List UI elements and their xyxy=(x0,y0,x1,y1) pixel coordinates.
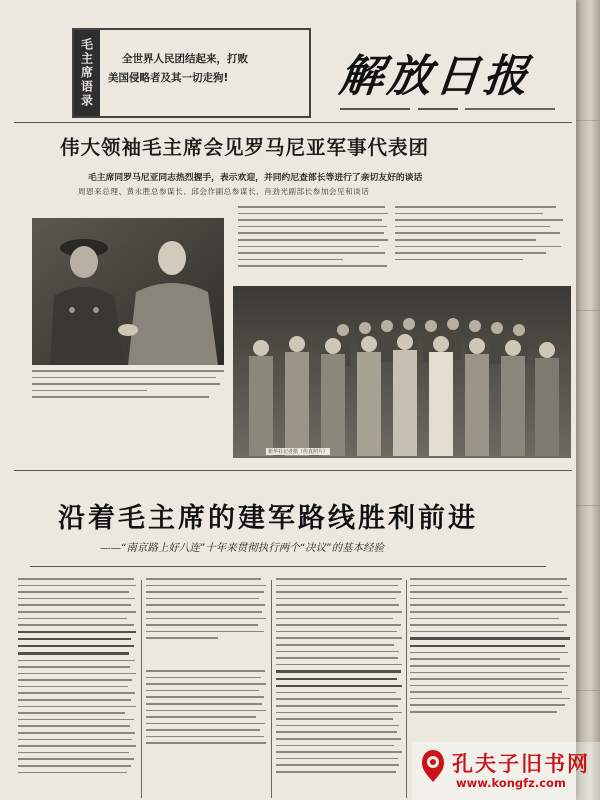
photo-caption xyxy=(32,370,224,403)
top-story-subheadline: 毛主席同罗马尼亚同志热烈握手，表示欢迎，并同约尼查部长等进行了亲切友好的谈话 xyxy=(88,173,423,183)
quotation-text xyxy=(108,50,304,88)
group-photo xyxy=(233,286,571,458)
quotation-tag xyxy=(74,30,100,116)
quotation-tag-label: 毛主席语录 xyxy=(79,38,94,108)
column-divider xyxy=(406,580,407,798)
watermark-logo-icon xyxy=(418,748,448,784)
quotation-line-2: 美国侵略者及其一切走狗! xyxy=(108,72,229,84)
top-story-body-col-1 xyxy=(238,206,388,278)
second-story-headline: 沿着毛主席的建军路线胜利前进 xyxy=(58,503,478,534)
masthead-rule xyxy=(14,122,572,123)
top-story-body-col-2 xyxy=(395,206,563,278)
masthead-title: 解放日报 xyxy=(336,51,535,102)
article-column-3 xyxy=(276,578,402,800)
issue-info-line xyxy=(340,106,560,112)
second-story-rule xyxy=(30,566,546,567)
column-divider xyxy=(141,580,142,798)
top-story-attendees: 周恩来总理、黄永胜总参谋长、邱会作副总参谋长、肖劲光副部长参加会见和谈话 xyxy=(78,187,370,196)
article-column-2 xyxy=(146,578,266,800)
watermark-url[interactable]: www.kongfz.com xyxy=(456,776,566,790)
group-photo-image xyxy=(233,286,571,458)
section-rule xyxy=(14,470,572,471)
watermark-title: 孔夫子旧书网 xyxy=(452,752,590,776)
second-story-subheadline: ——“南京路上好八连”十年来贯彻执行两个“决议”的基本经验 xyxy=(100,542,384,554)
quotation-box xyxy=(72,28,311,118)
column-divider xyxy=(271,580,272,798)
handshake-photo xyxy=(32,218,224,365)
handshake-photo-image xyxy=(32,218,224,365)
quotation-line-1: 全世界人民团结起来，打败 xyxy=(122,53,248,65)
article-column-4 xyxy=(410,578,570,742)
photo-credit: 新华社记者摄（传真照片） xyxy=(268,449,329,455)
article-column-1 xyxy=(18,578,136,800)
top-story-headline: 伟大领袖毛主席会见罗马尼亚军事代表团 xyxy=(60,136,430,159)
